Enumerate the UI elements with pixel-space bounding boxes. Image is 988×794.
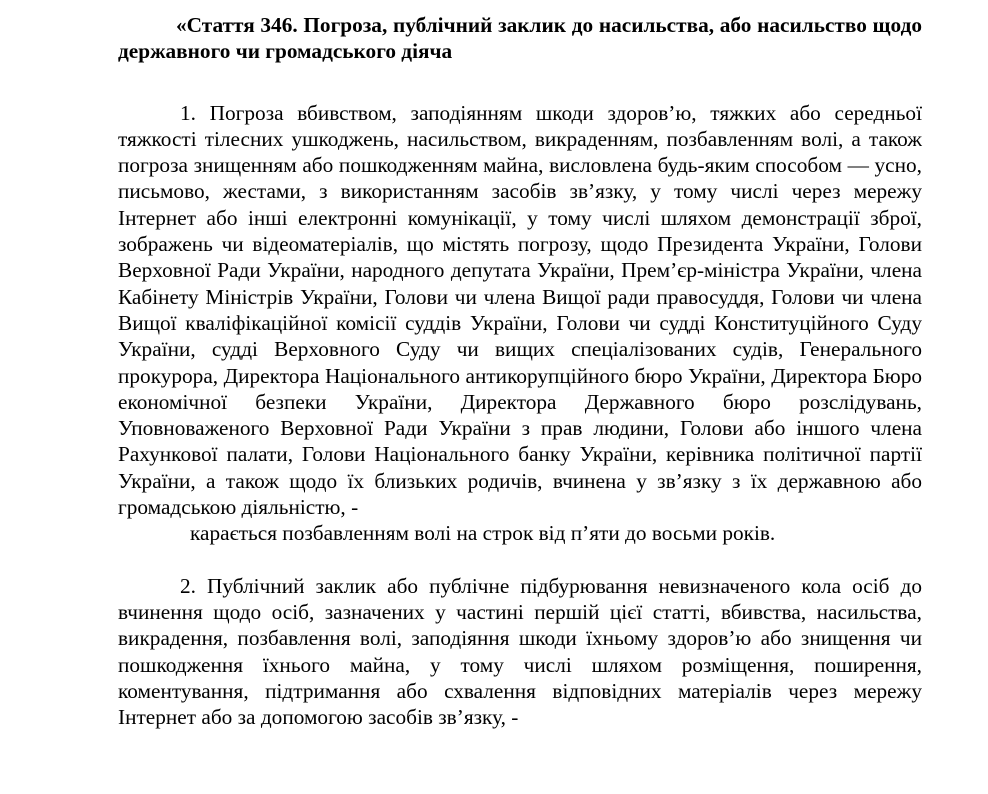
article-title xyxy=(118,12,922,65)
article-part-2: 2. Публічний заклик або публічне підбурювання невизначеного кола осіб до вчинення щодо осіб, зазначених у частині першій цієї статті, вбивства, насильства, викрадення, позбавлення волі, заподіяння шкоди їхньому здоров’ю або знищення чи пошкодження їхнього майна, у тому числі шляхом розміщення, поширення, коментування, підтримання або схвалення відповідних матеріалів через мережу Інтернет або за допомогою засобів зв’язку, - xyxy=(118,573,922,730)
article-part-1: 1. Погроза вбивством, заподіянням шкоди здоров’ю, тяжких або середньої тяжкості тілесних ушкоджень, насильством, викраденням, позбавленням волі, а також погроза знищенням або пошкодженням майна, висловлена будь-яким способом — усно, письмово, жестами, з використанням засобів зв’язку, у тому числі через мережу Інтернет або інші електронні комунікації, у тому числі шляхом демонстрації зброї, зображень чи відеоматеріалів, що містять погрозу, щодо Президента України, Голови Верховної Ради України, народного депутата України, Прем’єр-міністра України, члена Кабінету Міністрів України, Голови чи члена Вищої ради правосуддя, Голови чи члена Вищої кваліфікаційної комісії суддів України, Голови чи судді Конституційного Суду України, судді Верховного Суду чи вищих спеціалізованих судів, Генерального прокурора, Директора Національного антикорупційного бюро України, Директора Бюро економічної безпеки України, Директора Державного бюро розслідувань, Уповноваженого Верховної Ради України з прав людини, Голови або іншого члена Рахункової палати, Голови Національного банку України, керівника політичної партії України, а також щодо їх близьких родичів, вчинена у зв’язку з їх державною або громадською діяльністю, - xyxy=(118,100,922,520)
article-part-1-sanction: карається позбавленням волі на строк від п’яти до восьми років. xyxy=(190,521,776,546)
article-title-text: «Стаття 346. Погроза, публічний заклик до насильства, або насильство щодо державного чи громадського діяча xyxy=(118,13,922,64)
document-page xyxy=(118,12,922,730)
